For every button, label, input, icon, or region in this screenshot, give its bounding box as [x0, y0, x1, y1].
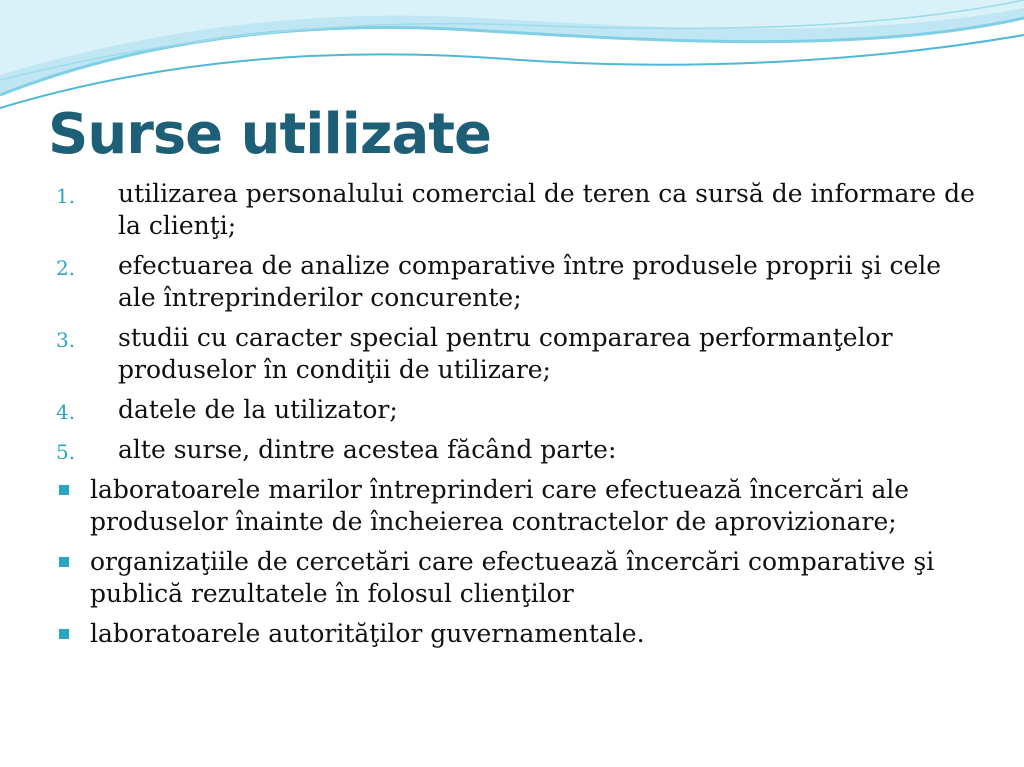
list-number: 1. [56, 184, 76, 208]
list-item [56, 394, 986, 426]
bullet-list [56, 474, 986, 650]
square-bullet-icon [59, 629, 69, 639]
bullet-item-text: laboratoarele autorităţilor guvernamentale. [90, 619, 645, 648]
list-number: 2. [56, 256, 76, 280]
list-item-text: efectuarea de analize comparative între produsele proprii şi cele ale întreprinderilor concurente; [118, 251, 942, 312]
bullet-item [56, 546, 986, 610]
square-bullet-icon [59, 557, 69, 567]
numbered-list [56, 178, 986, 466]
bullet-item-text: organizaţiile de cercetări care efectuează încercări comparative şi publică rezultatele în folosul clienţilor [90, 547, 935, 608]
list-item [56, 250, 986, 314]
slide-title: Surse utilizate [48, 102, 491, 167]
bullet-item [56, 618, 986, 650]
list-item-text: datele de la utilizator; [118, 395, 398, 424]
slide-content [56, 178, 986, 658]
list-item-text: studii cu caracter special pentru compararea performanţelor produselor în condiţii de utilizare; [118, 323, 893, 384]
list-item [56, 434, 986, 466]
list-item [56, 178, 986, 242]
square-bullet-icon [59, 485, 69, 495]
list-number: 3. [56, 328, 76, 352]
list-number: 5. [56, 440, 76, 464]
list-item-text: utilizarea personalului comercial de teren ca sursă de informare de la clienţi; [118, 179, 975, 240]
list-item-text: alte surse, dintre acestea făcând parte: [118, 435, 617, 464]
list-number: 4. [56, 400, 76, 424]
list-item [56, 322, 986, 386]
bullet-item [56, 474, 986, 538]
bullet-item-text: laboratoarele marilor întreprinderi care efectuează încercări ale produselor înainte de încheierea contractelor de aprovizionare; [90, 475, 910, 536]
